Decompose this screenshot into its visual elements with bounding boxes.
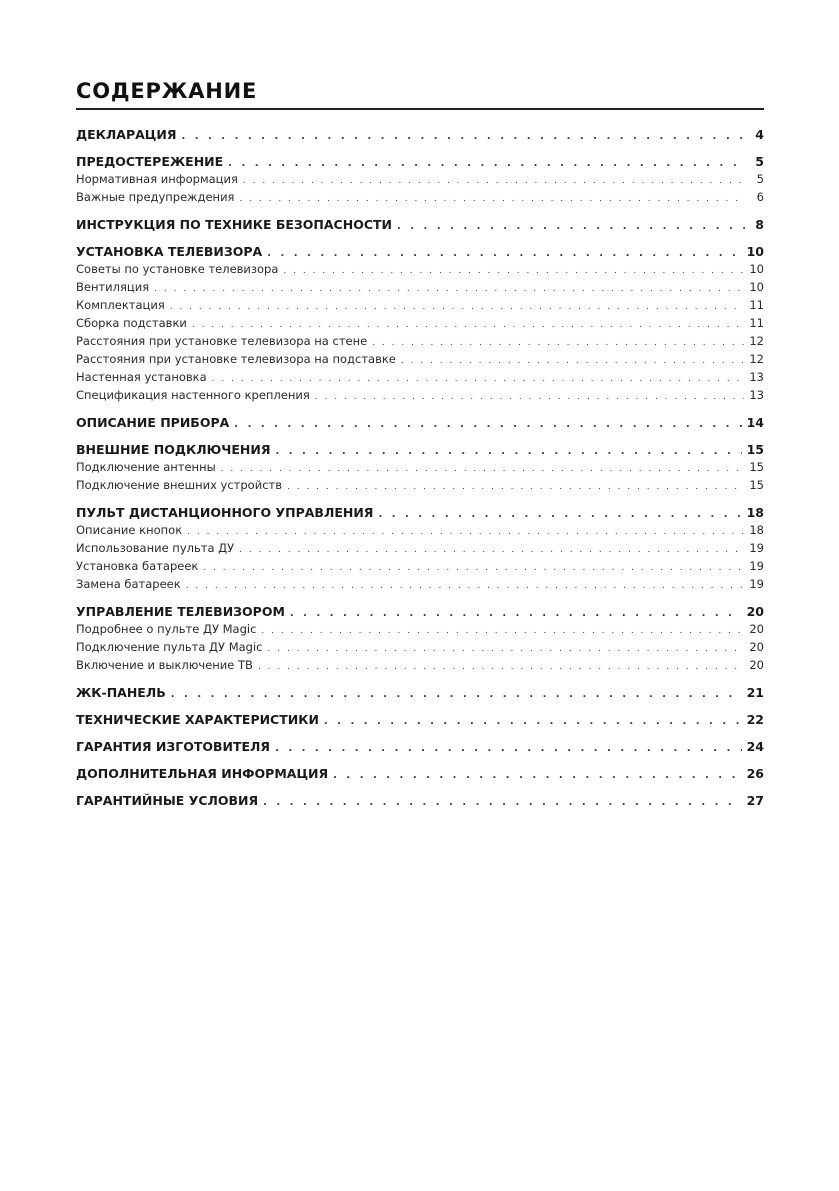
toc-section-heading[interactable] [76, 711, 764, 728]
toc-entry-label: ТЕХНИЧЕСКИЕ ХАРАКТЕРИСТИКИ [76, 712, 319, 727]
toc-page-number: 14 [746, 415, 764, 430]
toc-subentry[interactable] [76, 314, 764, 332]
toc-entry-label: ПУЛЬТ ДИСТАНЦИОННОГО УПРАВЛЕНИЯ [76, 505, 374, 520]
dot-leader [283, 262, 744, 280]
dot-leader [287, 478, 744, 496]
toc-page-number: 11 [749, 298, 764, 312]
toc-section [76, 414, 764, 431]
toc-section [76, 126, 764, 143]
dot-leader [263, 794, 741, 811]
toc-page-number: 5 [756, 172, 764, 186]
toc-page-number: 12 [749, 334, 764, 348]
dot-leader [258, 658, 744, 676]
dot-leader [290, 605, 742, 622]
toc-subentry[interactable] [76, 539, 764, 557]
toc-entry-label: Установка батареек [76, 559, 199, 573]
toc-page-number: 19 [749, 577, 764, 591]
toc-page-number: 24 [746, 739, 764, 754]
toc-page-number: 4 [755, 127, 764, 142]
toc-entry-label: Замена батареек [76, 577, 181, 591]
dot-leader [324, 713, 742, 730]
toc-subentry[interactable] [76, 476, 764, 494]
toc-page-number: 21 [746, 685, 764, 700]
toc-section-heading[interactable] [76, 243, 764, 260]
toc-entry-label: Нормативная информация [76, 172, 238, 186]
toc-page-number: 20 [746, 604, 764, 619]
toc-entry-label: УПРАВЛЕНИЕ ТЕЛЕВИЗОРОМ [76, 604, 285, 619]
dot-leader [275, 740, 742, 757]
toc-section [76, 711, 764, 728]
title-divider [76, 108, 764, 110]
dot-leader [228, 155, 745, 172]
toc-section-heading[interactable] [76, 414, 764, 431]
dot-leader [267, 245, 741, 262]
dot-leader [154, 280, 744, 298]
toc-section-heading[interactable] [76, 216, 764, 233]
toc-section-heading[interactable] [76, 738, 764, 755]
toc-section-heading[interactable] [76, 603, 764, 620]
toc-page-number: 10 [749, 262, 764, 276]
table-of-contents [76, 126, 764, 819]
toc-page-number: 15 [749, 478, 764, 492]
toc-section-heading[interactable] [76, 792, 764, 809]
toc-page-number: 5 [755, 154, 764, 169]
toc-subentry[interactable] [76, 557, 764, 575]
toc-page-number: 18 [746, 505, 764, 520]
toc-section [76, 765, 764, 782]
toc-entry-label: Подключение внешних устройств [76, 478, 282, 492]
toc-subentry[interactable] [76, 170, 764, 188]
dot-leader [315, 388, 745, 406]
toc-entry-label: ВНЕШНИЕ ПОДКЛЮЧЕНИЯ [76, 442, 271, 457]
toc-entry-label: Использование пульта ДУ [76, 541, 235, 555]
toc-entry-label: Спецификация настенного крепления [76, 388, 310, 402]
toc-page-number: 20 [749, 622, 764, 636]
toc-subentry[interactable] [76, 638, 764, 656]
toc-section-heading[interactable] [76, 126, 764, 143]
toc-subentry[interactable] [76, 350, 764, 368]
toc-entry-label: Комплектация [76, 298, 165, 312]
toc-entry-label: ДОПОЛНИТЕЛЬНАЯ ИНФОРМАЦИЯ [76, 766, 329, 781]
toc-subentry[interactable] [76, 575, 764, 593]
toc-subentry[interactable] [76, 368, 764, 386]
toc-subentry[interactable] [76, 278, 764, 296]
dot-leader [203, 559, 744, 577]
toc-subentry[interactable] [76, 332, 764, 350]
toc-page-number: 20 [749, 640, 764, 654]
toc-section [76, 684, 764, 701]
toc-entry-label: Включение и выключение ТВ [76, 658, 253, 672]
dot-leader [268, 640, 745, 658]
toc-entry-label: Вентиляция [76, 280, 150, 294]
toc-section [76, 738, 764, 755]
dot-leader [234, 416, 741, 433]
toc-section [76, 603, 764, 674]
toc-section-heading[interactable] [76, 684, 764, 701]
toc-page-number: 11 [749, 316, 764, 330]
toc-entry-label: ГАРАНТИЙНЫЕ УСЛОВИЯ [76, 793, 259, 808]
toc-page-number: 19 [749, 541, 764, 555]
toc-page-number: 15 [749, 460, 764, 474]
dot-leader [186, 577, 745, 595]
toc-entry-label: Подключение антенны [76, 460, 216, 474]
dot-leader [187, 523, 744, 541]
toc-page-number: 10 [749, 280, 764, 294]
toc-section [76, 792, 764, 809]
dot-leader [171, 686, 742, 703]
dot-leader [275, 443, 741, 460]
toc-entry-label: ОПИСАНИЕ ПРИБОРА [76, 415, 230, 430]
toc-page-number: 13 [749, 388, 764, 402]
dot-leader [401, 352, 744, 370]
toc-section-heading[interactable] [76, 504, 764, 521]
toc-entry-label: Расстояния при установке телевизора на стене [76, 334, 368, 348]
toc-page-number: 27 [746, 793, 764, 808]
toc-entry-label: ДЕКЛАРАЦИЯ [76, 127, 177, 142]
toc-subentry[interactable] [76, 260, 764, 278]
toc-page-number: 19 [749, 559, 764, 573]
toc-section [76, 153, 764, 206]
toc-entry-label: Советы по установке телевизора [76, 262, 279, 276]
toc-page-number: 6 [756, 190, 764, 204]
dot-leader [221, 460, 745, 478]
toc-subentry[interactable] [76, 188, 764, 206]
toc-entry-label: ЖК-ПАНЕЛЬ [76, 685, 166, 700]
toc-entry-label: Сборка подставки [76, 316, 187, 330]
toc-entry-label: Подробнее о пульте ДУ Magic [76, 622, 257, 636]
dot-leader [372, 334, 744, 352]
toc-section-heading[interactable] [76, 441, 764, 458]
toc-entry-label: Настенная установка [76, 370, 207, 384]
toc-section [76, 504, 764, 593]
toc-page-number: 20 [749, 658, 764, 672]
toc-subentry[interactable] [76, 296, 764, 314]
dot-leader [181, 128, 745, 145]
dot-leader [261, 622, 744, 640]
dot-leader [239, 541, 744, 559]
toc-entry-label: Подключение пульта ДУ Magic [76, 640, 263, 654]
toc-section [76, 216, 764, 233]
dot-leader [239, 190, 745, 208]
toc-page-number: 8 [755, 217, 764, 232]
toc-section [76, 441, 764, 494]
toc-page-number: 18 [749, 523, 764, 537]
dot-leader [378, 506, 741, 523]
toc-section [76, 243, 764, 404]
toc-entry-label: ПРЕДОСТЕРЕЖЕНИЕ [76, 154, 224, 169]
toc-page-number: 10 [746, 244, 764, 259]
dot-leader [333, 767, 741, 784]
toc-subentry[interactable] [76, 656, 764, 674]
toc-entry-label: Описание кнопок [76, 523, 183, 537]
toc-section-heading[interactable] [76, 153, 764, 170]
toc-entry-label: Расстояния при установке телевизора на подставке [76, 352, 396, 366]
toc-page-number: 13 [749, 370, 764, 384]
dot-leader [170, 298, 745, 316]
toc-page-number: 15 [746, 442, 764, 457]
toc-entry-label: ИНСТРУКЦИЯ ПО ТЕХНИКЕ БЕЗОПАСНОСТИ [76, 217, 392, 232]
toc-page-number: 22 [746, 712, 764, 727]
toc-entry-label: ГАРАНТИЯ ИЗГОТОВИТЕЛЯ [76, 739, 271, 754]
toc-subentry[interactable] [76, 521, 764, 539]
toc-entry-label: Важные предупреждения [76, 190, 235, 204]
toc-page-number: 26 [746, 766, 764, 781]
toc-subentry[interactable] [76, 386, 764, 404]
toc-entry-label: УСТАНОВКА ТЕЛЕВИЗОРА [76, 244, 263, 259]
page-title: СОДЕРЖАНИЕ [76, 79, 258, 103]
toc-subentry[interactable] [76, 458, 764, 476]
toc-subentry[interactable] [76, 620, 764, 638]
dot-leader [243, 172, 745, 190]
toc-section-heading[interactable] [76, 765, 764, 782]
dot-leader [397, 218, 745, 235]
toc-page-number: 12 [749, 352, 764, 366]
